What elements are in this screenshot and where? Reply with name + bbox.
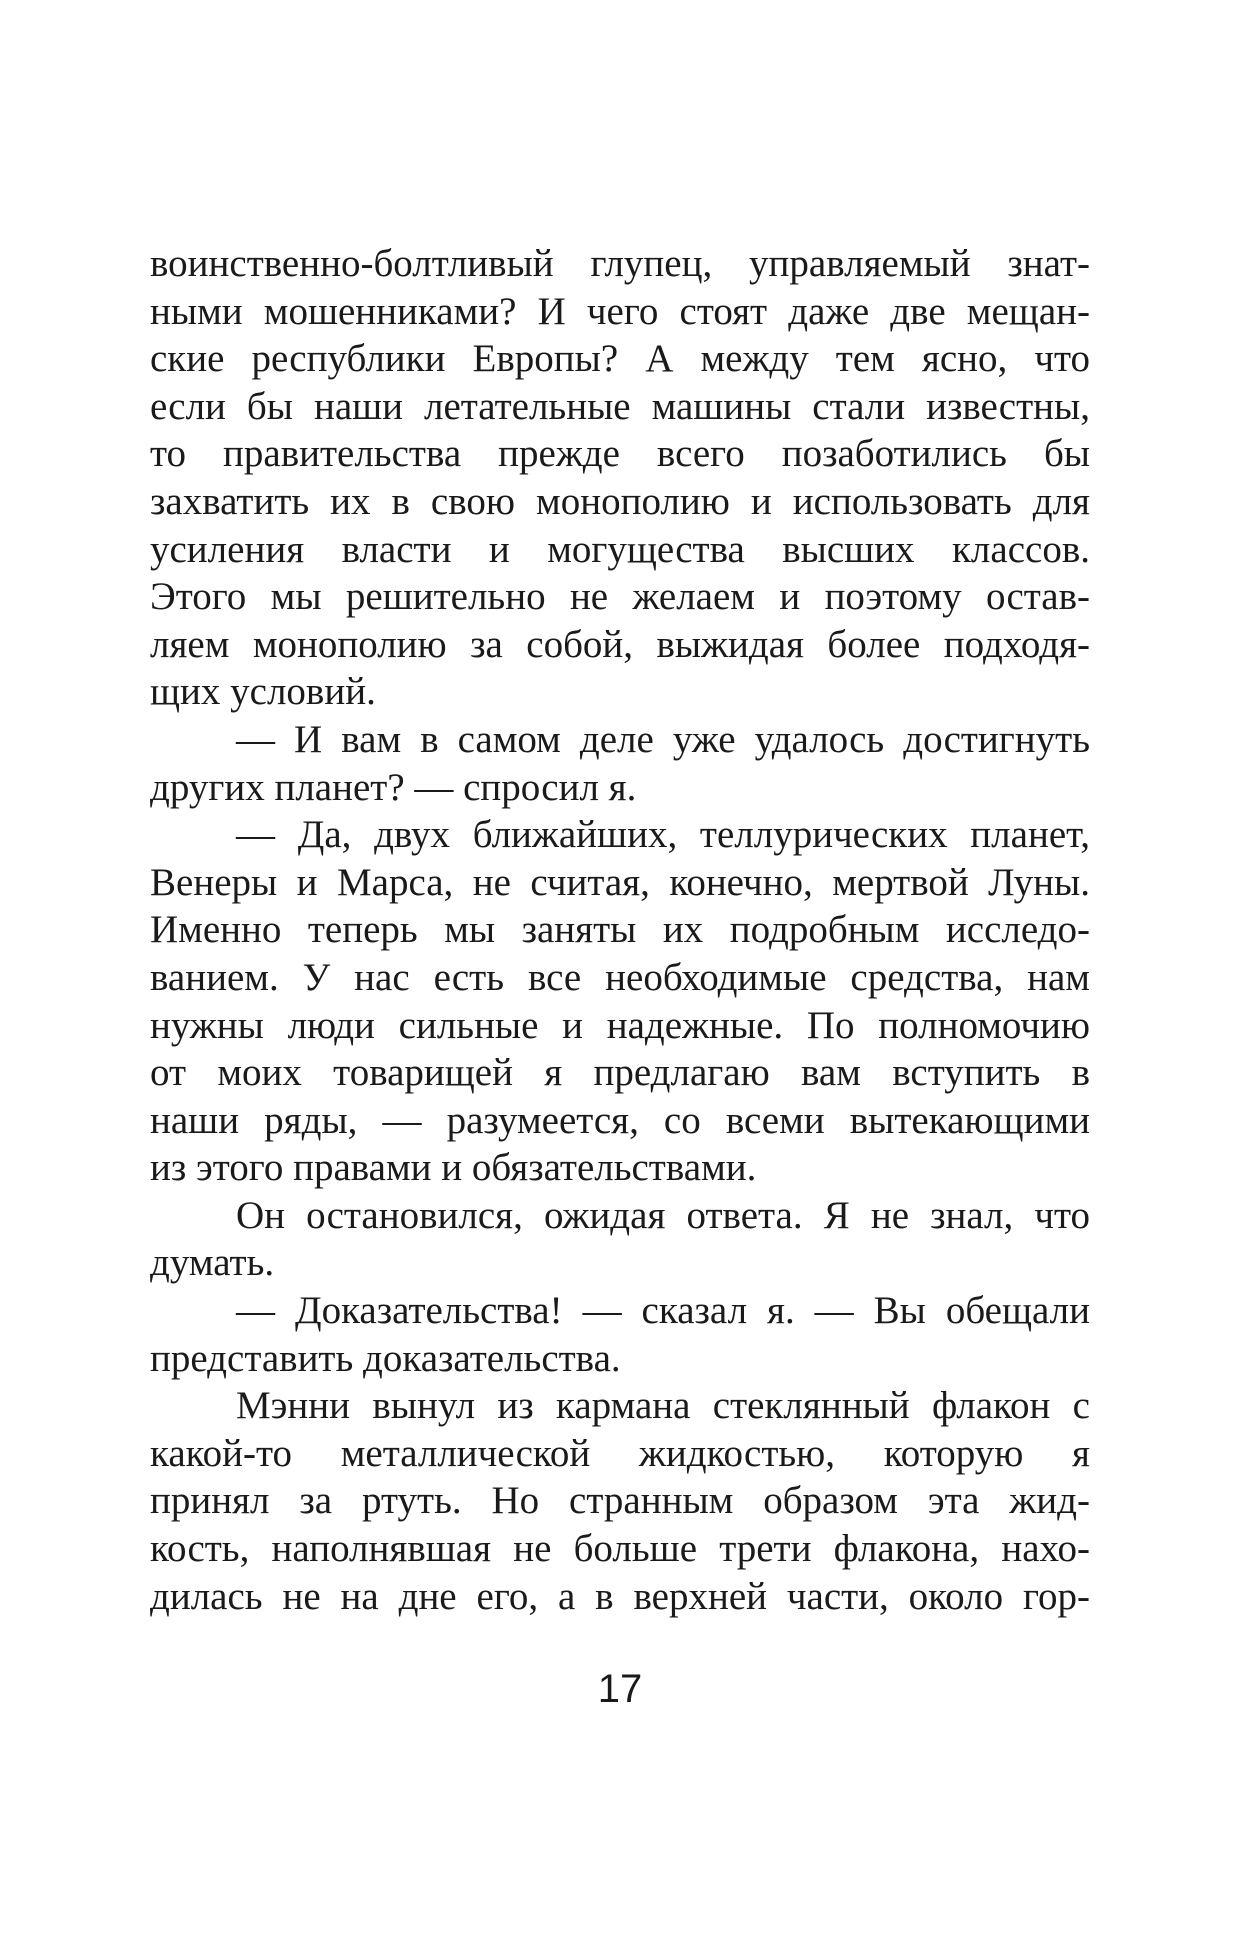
text-line: захватить их в свою монополию и использовать для [150, 479, 1090, 523]
text-line: если бы наши летательные машины стали известны, [150, 384, 1090, 428]
text-line: Венеры и Марса, не считая, конечно, мертвой Луны. [150, 860, 1090, 904]
text-line: какой-то металлической жидкостью, которую я [150, 1431, 1090, 1475]
text-line: ляем монополию за собой, выжидая более подходя- [150, 622, 1090, 666]
text-line: щих условий. [150, 670, 376, 714]
text-line: нужны люди сильные и надежные. По полномочию [150, 1003, 1090, 1047]
text-line: то правительства прежде всего позаботились бы [150, 432, 1090, 476]
page-body [150, 240, 1090, 1620]
text-line: усиления власти и могущества высших классов. [150, 527, 1090, 571]
text-line: из этого правами и обязательствами. [150, 1146, 757, 1190]
text-line: ские республики Европы? А между тем ясно, что [150, 337, 1090, 381]
text-line: Мэнни вынул из кармана стеклянный флакон с [236, 1384, 1090, 1428]
text-line: — Доказательства! — сказал я. — Вы обещали [236, 1289, 1090, 1333]
text-line: представить доказательства. [150, 1336, 621, 1380]
text-line: Именно теперь мы заняты их подробным исследо- [150, 908, 1090, 952]
text-line: дилась не на дне его, а в верхней части, около гор- [150, 1574, 1090, 1618]
text-line: других планет? — спросил я. [150, 765, 637, 809]
text-line: принял за ртуть. Но странным образом эта жид- [150, 1479, 1090, 1523]
text-line: воинственно-болтливый глупец, управляемый знат- [150, 242, 1090, 285]
text-line: думать. [150, 1241, 275, 1285]
page-number: 17 [597, 1667, 643, 1711]
text-line: ными мошенниками? И чего стоят даже две мещан- [150, 289, 1090, 333]
text-line: кость, наполнявшая не больше трети флакона, нахо- [150, 1527, 1090, 1571]
text-line: от моих товарищей я предлагаю вам вступить в [150, 1051, 1090, 1095]
text-line: — И вам в самом деле уже удалось достигнуть [236, 717, 1090, 761]
text-line: Он остановился, ожидая ответа. Я не знал, что [236, 1193, 1090, 1237]
text-line: наши ряды, — разумеется, со всеми вытекающими [150, 1098, 1090, 1142]
text-line: Этого мы решительно не желаем и поэтому остав- [150, 575, 1090, 619]
text-line: — Да, двух ближайших, теллурических планет, [236, 813, 1090, 857]
text-line: ванием. У нас есть все необходимые средства, нам [150, 955, 1090, 999]
